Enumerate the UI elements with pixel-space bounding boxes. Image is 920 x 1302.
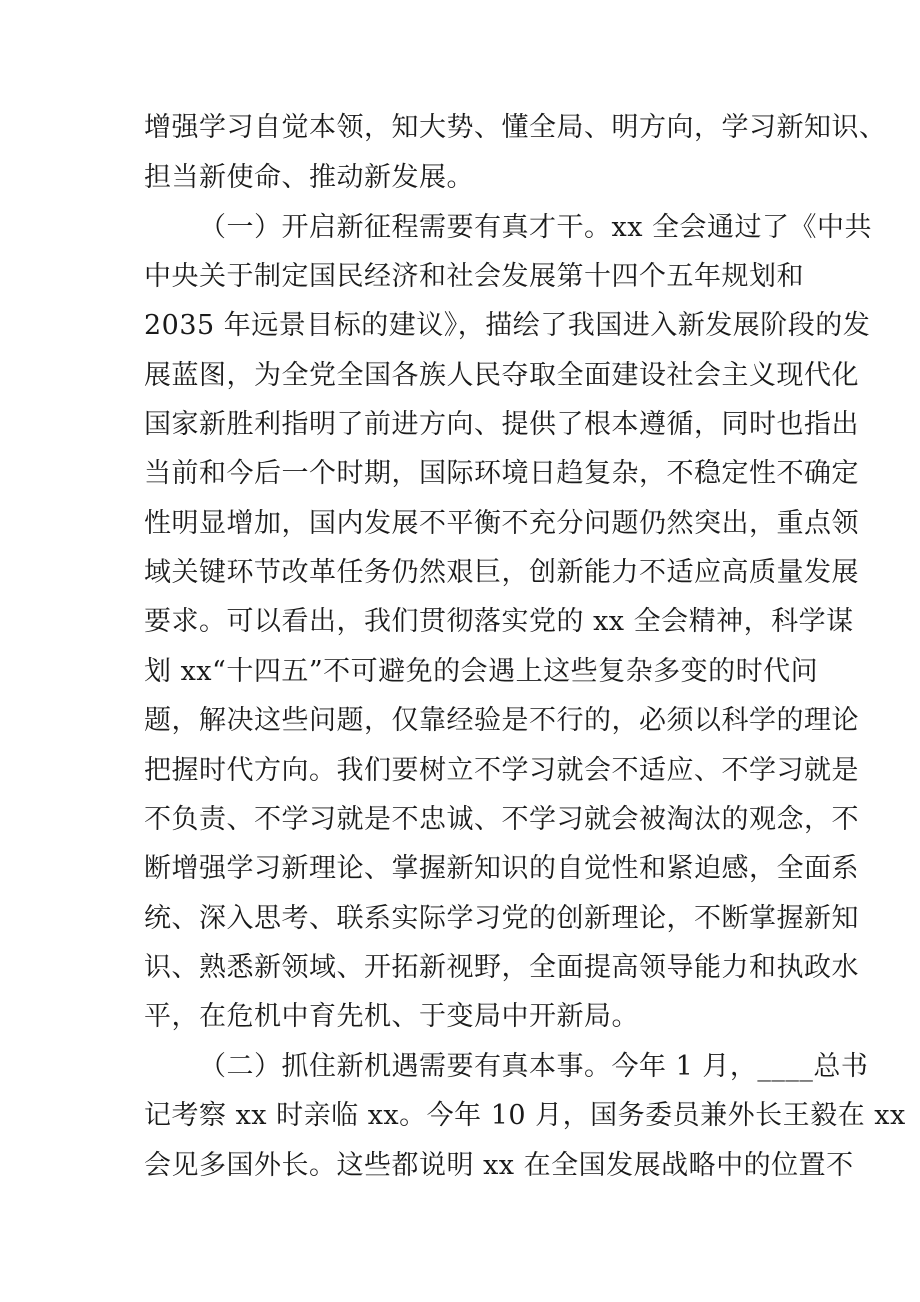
- paragraph-line: （二）抓住新机遇需要有真本事。今年 1 月，____总书: [199, 1051, 869, 1082]
- paragraph-line: 要求。可以看出，我们贯彻落实党的 xx 全会精神，科学谋: [144, 606, 854, 637]
- paragraph-line: 性明显增加，国内发展不平衡不充分问题仍然突出，重点领: [144, 508, 859, 539]
- paragraph-line: 划 xx“十四五”不可避免的会遇上这些复杂多变的时代问: [144, 656, 819, 687]
- paragraph-line: 当前和今后一个时期，国际环境日趋复杂，不稳定性不确定: [144, 458, 859, 489]
- paragraph-line: 中央关于制定国民经济和社会发展第十四个五年规划和: [144, 261, 804, 292]
- paragraph-line: 平，在危机中育先机、于变局中开新局。: [144, 1001, 639, 1032]
- paragraph-line: 不负责、不学习就是不忠诚、不学习就会被淘汰的观念，不: [144, 804, 859, 835]
- paragraph-line: 展蓝图，为全党全国各族人民夺取全面建设社会主义现代化: [144, 360, 859, 391]
- paragraph-line: 2035 年远景目标的建议》，描绘了我国进入新发展阶段的发: [144, 310, 871, 341]
- paragraph-line: 识、熟悉新领域、开拓新视野，全面提高领导能力和执政水: [144, 952, 859, 983]
- paragraph-line: 会见多国外长。这些都说明 xx 在全国发展战略中的位置不: [144, 1150, 854, 1181]
- paragraph-line: 记考察 xx 时亲临 xx。今年 10 月，国务委员兼外长王毅在 xx: [144, 1100, 906, 1131]
- paragraph-line: 断增强学习新理论、掌握新知识的自觉性和紧迫感，全面系: [144, 853, 859, 884]
- paragraph-line: 题，解决这些问题，仅靠经验是不行的，必须以科学的理论: [144, 705, 859, 736]
- paragraph-line: 国家新胜利指明了前进方向、提供了根本遵循，同时也指出: [144, 409, 859, 440]
- paragraph-line: 域关键环节改革任务仍然艰巨，创新能力不适应高质量发展: [144, 557, 859, 588]
- paragraph-line: 担当新使命、推动新发展。: [144, 162, 474, 193]
- paragraph-line: 增强学习自觉本领，知大势、懂全局、明方向，学习新知识、: [144, 112, 887, 143]
- paragraph-line: 把握时代方向。我们要树立不学习就会不适应、不学习就是: [144, 755, 859, 786]
- paragraph-line: （一）开启新征程需要有真才干。xx 全会通过了《中共: [199, 212, 873, 243]
- paragraph-line: 统、深入思考、联系实际学习党的创新理论，不断掌握新知: [144, 903, 859, 934]
